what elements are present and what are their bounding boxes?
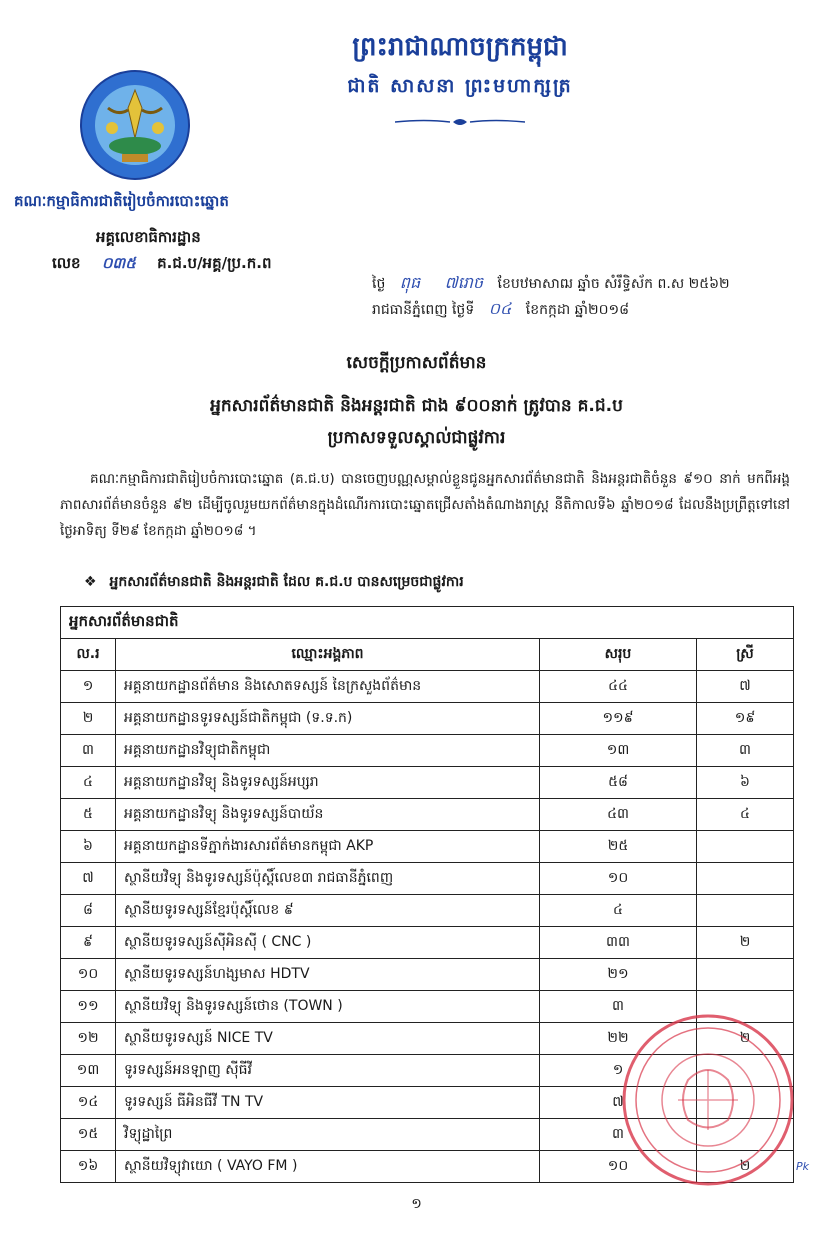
row-name: អគ្គនាយកដ្ឋានវិទ្យុ និងទូរទស្សន៍អប្សរា <box>116 767 540 799</box>
row-female: ២ <box>697 927 794 959</box>
row-name: អគ្គនាយកដ្ឋានវិទ្យុជាតិកម្ពុជា <box>116 735 540 767</box>
row-number: ១៦ <box>61 1151 116 1183</box>
ref-suffix: គ.ជ.ប/អគ្គ/ប្រ.ក.ព <box>157 254 272 272</box>
row-total: ១ <box>540 1055 697 1087</box>
row-female: ២ <box>697 1023 794 1055</box>
row-total: ៣៣ <box>540 927 697 959</box>
row-female <box>697 863 794 895</box>
nec-emblem-logo <box>78 68 193 183</box>
table-row <box>61 735 794 767</box>
row-name: ទូរទស្សន៍ ធីអិនធីវី TN TV <box>116 1087 540 1119</box>
row-total: ២១ <box>540 959 697 991</box>
row-name: ស្ថានីយទូរទស្សន៍ស៊ីអិនស៊ី ( CNC ) <box>116 927 540 959</box>
table-caption-row <box>61 607 794 639</box>
table-row <box>61 959 794 991</box>
announcement-title: សេចក្តីប្រកាសព័ត៌មាន <box>346 353 487 373</box>
row-total: ២២ <box>540 1023 697 1055</box>
row-name: ស្ថានីយទូរទស្សន៍ខ្មែរប៉ុស្តិ៍លេខ ៩ <box>116 895 540 927</box>
row-name: វិទ្យុដ្ឋាព្រៃ <box>116 1119 540 1151</box>
row-name: ស្ថានីយវិទ្យុ និងទូរទស្សន៍ថោន (TOWN ) <box>116 991 540 1023</box>
table-row <box>61 831 794 863</box>
row-number: ៦ <box>61 831 116 863</box>
row-name: ស្ថានីយទូរទស្សន៍ NICE TV <box>116 1023 540 1055</box>
row-female <box>697 895 794 927</box>
table-row <box>61 927 794 959</box>
national-motto: ជាតិ សាសនា ព្រះមហាក្សត្រ <box>347 75 573 97</box>
row-name: អគ្គនាយកដ្ឋានទូរទស្សន៍ជាតិកម្ពុជា (ទ.ទ.ក) <box>116 703 540 735</box>
row-name: ទូរទស្សន៍អនឡាញ ស៊ីធីវី <box>116 1055 540 1087</box>
ref-number-handwritten: ០៣៥ <box>101 254 136 272</box>
row-total: ៣ <box>540 1119 697 1151</box>
reference-number-row <box>52 254 272 276</box>
handwritten-initials: Pk <box>796 1160 810 1173</box>
row-total: ១១៩ <box>540 703 697 735</box>
row-total: ២៥ <box>540 831 697 863</box>
row-female: ៤ <box>697 799 794 831</box>
announcement-headline: អ្នកសារព័ត៌មានជាតិ និងអន្តរជាតិ ជាង ៩០០នាក់ ត្រូវបាន គ.ជ.ប <box>210 396 623 416</box>
row-number: ៣ <box>61 735 116 767</box>
row-total: ៤៤ <box>540 671 697 703</box>
row-female: ៦ <box>697 767 794 799</box>
organization-name: គណៈកម្មាធិការជាតិរៀបចំការបោះឆ្នោត <box>14 192 229 210</box>
bullet-text: អ្នកសារព័ត៌មានជាតិ និងអន្តរជាតិ ដែល គ.ជ.ប បានសម្រេចជាផ្លូវការ <box>109 574 464 590</box>
lunar-day-handwritten: ពុធ <box>399 273 421 292</box>
bullet-heading <box>84 572 464 593</box>
row-female: ២ <box>697 1151 794 1183</box>
row-total: ៥៨ <box>540 767 697 799</box>
page-number: ១ <box>411 1196 422 1212</box>
row-female: ៣ <box>697 735 794 767</box>
body-paragraph: គណៈកម្មាធិការជាតិរៀបចំការបោះឆ្នោត (គ.ជ.ប) បានចេញបណ្ណសម្គាល់ខ្លួនជូនអ្នកសារព័ត៌មានជាតិ និងអន្តរជាតិចំនួន ៩១០ នាក់ មកពីអង្គភាពសារព័ត៌មានចំនួន ៩២ ដើម្បីចូលរួមយកព័ត៌មានក្នុងដំណើរការបោះឆ្នោតជ្រើសតាំងតំណាងរាស្ត្រ នីតិកាលទី៦ ឆ្នាំ២០១៨ ដែលនឹងប្រព្រឹត្តទៅនៅថ្ងៃអាទិត្យ ទី២៩ ខែកក្កដា ឆ្នាំ២០១៨ ។ <box>60 471 790 539</box>
table-row <box>61 895 794 927</box>
solar-rest: ខែកក្កដា ឆ្នាំ២០១៨ <box>525 302 630 318</box>
row-female: ១៩ <box>697 703 794 735</box>
lunar-date-line <box>372 272 802 296</box>
row-number: ៩ <box>61 927 116 959</box>
row-female <box>697 831 794 863</box>
row-total: ៧ <box>540 1087 697 1119</box>
table-header-row <box>61 639 794 671</box>
official-seal-stamp <box>618 1010 798 1190</box>
row-total: ៣ <box>540 991 697 1023</box>
solar-date-line <box>372 298 802 322</box>
row-name: ស្ថានីយវិទ្យុវាយោ ( VAYO FM ) <box>116 1151 540 1183</box>
solar-prefix: រាជធានីភ្នំពេញ ថ្ងៃទី <box>372 302 475 318</box>
table-row <box>61 799 794 831</box>
diamond-bullet-icon: ❖ <box>84 574 97 590</box>
row-number: ១៥ <box>61 1119 116 1151</box>
row-number: ១១ <box>61 991 116 1023</box>
row-number: ៧ <box>61 863 116 895</box>
row-number: ២ <box>61 703 116 735</box>
row-number: ៥ <box>61 799 116 831</box>
row-name: ស្ថានីយវិទ្យុ និងទូរទស្សន៍ប៉ុស្តិ៍លេខ៣ រាជធានីភ្នំពេញ <box>116 863 540 895</box>
row-number: ៨ <box>61 895 116 927</box>
announcement-subheadline: ប្រកាសទទួលស្គាល់ជាផ្លូវការ <box>327 428 506 448</box>
row-total: ១០ <box>540 1151 697 1183</box>
row-total: ៤៣ <box>540 799 697 831</box>
ornament-divider <box>395 116 525 128</box>
row-number: ១០ <box>61 959 116 991</box>
row-number: ១៣ <box>61 1055 116 1087</box>
header-female: ស្រី <box>697 639 794 671</box>
row-name: អគ្គនាយកដ្ឋានទីភ្នាក់ងារសារព័ត៌មានកម្ពុជា AKP <box>116 831 540 863</box>
kingdom-heading: ព្រះរាជាណាចក្រកម្ពុជា <box>352 32 568 62</box>
row-number: ១ <box>61 671 116 703</box>
lunar-rest: ខែបឋមាសាឍ ឆ្នាំច សំរឹទ្ធិស័ក ព.ស ២៥៦២ <box>497 276 730 292</box>
row-name: អគ្គនាយកដ្ឋានព័ត៌មាន និងសោតទស្សន៍ នៃក្រសួងព័ត៌មាន <box>116 671 540 703</box>
row-total: ៤ <box>540 895 697 927</box>
department-name: អគ្គលេខាធិការដ្ឋាន <box>96 228 201 246</box>
row-number: ១៤ <box>61 1087 116 1119</box>
row-female <box>697 959 794 991</box>
row-name: ស្ថានីយទូរទស្សន៍ហង្សមាស HDTV <box>116 959 540 991</box>
lunar-prefix: ថ្ងៃ <box>372 276 386 292</box>
row-total: ១០ <box>540 863 697 895</box>
header-name: ឈ្មោះអង្គភាព <box>116 639 540 671</box>
row-female: ៧ <box>697 671 794 703</box>
table-row <box>61 767 794 799</box>
solar-day-handwritten: ០៤ <box>488 299 512 318</box>
table-row <box>61 703 794 735</box>
header-total: សរុប <box>540 639 697 671</box>
row-name: អគ្គនាយកដ្ឋានវិទ្យុ និងទូរទស្សន៍បាយ័ន <box>116 799 540 831</box>
header-no: ល.រ <box>61 639 116 671</box>
lunar-handwritten: ៧រោច <box>444 273 484 292</box>
table-row <box>61 863 794 895</box>
ref-prefix: លេខ <box>52 254 81 272</box>
row-number: ៤ <box>61 767 116 799</box>
row-number: ១២ <box>61 1023 116 1055</box>
table-caption: អ្នកសារព័ត៌មានជាតិ <box>61 607 794 639</box>
table-row <box>61 671 794 703</box>
row-total: ១៣ <box>540 735 697 767</box>
